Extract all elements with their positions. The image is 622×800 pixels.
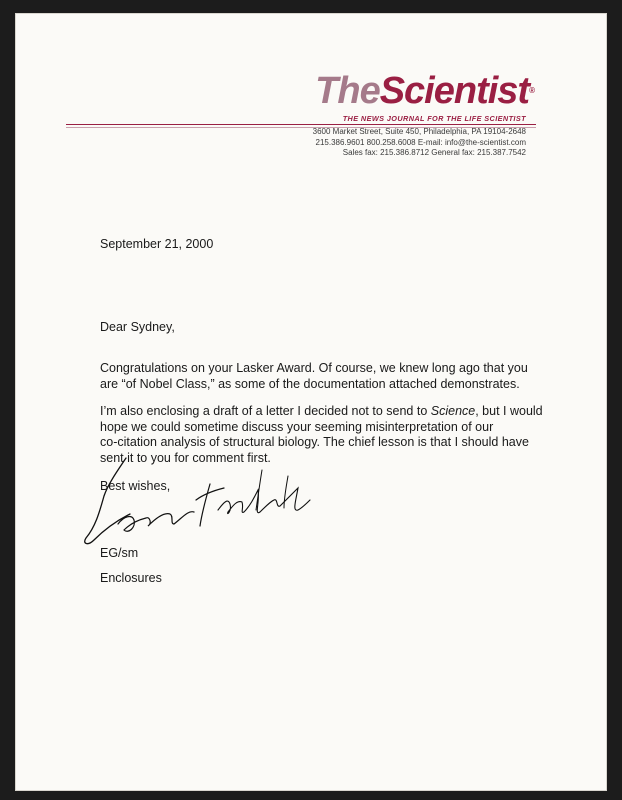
letterhead-logo xyxy=(315,72,534,110)
paragraph-line xyxy=(100,404,543,420)
address-line: 3600 Market Street, Suite 450, Philadelphia, PA 19104-2648 xyxy=(312,127,526,136)
paragraph-line: co-citation analysis of structural biology. The chief lesson is that I should have xyxy=(100,435,529,449)
letter-date: September 21, 2000 xyxy=(100,237,214,251)
letter-closing: Best wishes, xyxy=(100,479,171,493)
letter-page xyxy=(15,13,607,791)
logo-the: The xyxy=(315,70,380,112)
address-line: 215.386.9601 800.258.6008 E-mail: info@the-scientist.com xyxy=(315,137,526,147)
typist-initials: EG/sm xyxy=(100,546,139,560)
address-line: Sales fax: 215.386.8712 General fax: 215.387.7542 xyxy=(342,148,526,157)
paragraph-line: sent it to you for comment first. xyxy=(100,450,271,465)
paragraph-text: , but I would xyxy=(475,404,543,418)
paragraph-line: Congratulations on your Lasker Award. Of course, we knew long ago that you xyxy=(100,361,528,375)
letterhead-tagline: THE NEWS JOURNAL FOR THE LIFE SCIENTIST xyxy=(342,114,526,123)
paragraph-line: hope we could sometime discuss your seeming misinterpretation of our xyxy=(100,419,494,434)
logo-registered-mark: ® xyxy=(529,86,534,95)
letterhead-rule xyxy=(66,124,536,125)
journal-name: Science xyxy=(430,404,476,418)
paragraph-1 xyxy=(100,361,528,392)
logo-scientist: Scientist xyxy=(379,70,530,112)
paragraph-text: I’m also enclosing a draft of a letter I decided not to send to xyxy=(100,404,431,418)
letter-salutation: Dear Sydney, xyxy=(100,320,175,334)
letter-enclosures: Enclosures xyxy=(100,571,162,585)
letterhead-address xyxy=(313,127,526,159)
paragraph-line: are “of Nobel Class,” as some of the documentation attached demonstrates. xyxy=(100,376,520,391)
